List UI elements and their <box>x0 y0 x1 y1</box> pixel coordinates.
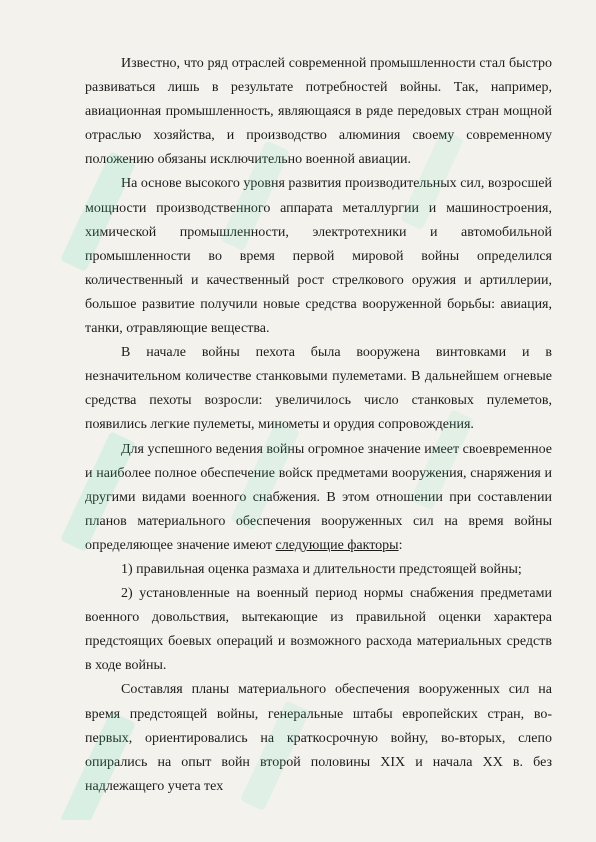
body-text <box>85 52 552 799</box>
paragraph-3: В начале войны пехота была вооружена винтовками и в незначительном количестве станковыми пулеметами. В дальнейшем огневые средства пехоты возросли: увеличилось число станковых пулеметов, появились легкие пулеметы, минометы и орудия сопровождения. <box>85 345 552 433</box>
paragraph-4-text: Для успешного ведения войны огромное значение имеет своевременное и наиболее полное обеспечение войск предметами вооружения, снаряжения и другими видами военного снабжения. В этом отношении при составлении планов материального обеспечения вооруженных сил на время войны определяющее значение имеют <box>85 441 552 553</box>
paragraph-4 <box>85 438 552 558</box>
paragraph-1: Известно, что ряд отраслей современной промышленности стал быстро развиваться лишь в результате потребностей войны. Так, например, авиационная промышленность, являющаяся в ряде передовых стран мощной отраслью хозяйства, и производство алюминия своему современному положению обязаны исключительно военной авиации. <box>85 56 552 168</box>
factors-link[interactable]: следующие факторы <box>275 537 399 553</box>
paragraph-2: На основе высокого уровня развития производительных сил, возросшей мощности производственного аппарата металлургии и машиностроения, химической промышленности, электротехники и автомобильной промышленности во время первой мировой войны определился количественный и качественный рост стрелкового оружия и артиллерии, большое развитие получили новые средства вооруженной борьбы: авиация, танки, отравляющие вещества. <box>85 176 552 337</box>
list-item-1: 1) правильная оценка размаха и длительности предстоящей войны; <box>121 561 522 577</box>
list-item-2: 2) установленные на военный период нормы снабжения предметами военного довольствия, вытекающие из правильной оценки характера предстоящих боевых операций и возможного расхода материальных средств в ходе войны. <box>85 586 552 674</box>
paragraph-5: Составляя планы материального обеспечения вооруженных сил на время предстоящей войны, генеральные штабы европейских стран, во-первых, ориентировались на краткосрочную войну, во-вторых, слепо опирались на опыт войн второй половины XIX и начала XX в. без надлежащего учета тех <box>85 682 552 794</box>
paragraph-4-colon: : <box>398 537 403 553</box>
